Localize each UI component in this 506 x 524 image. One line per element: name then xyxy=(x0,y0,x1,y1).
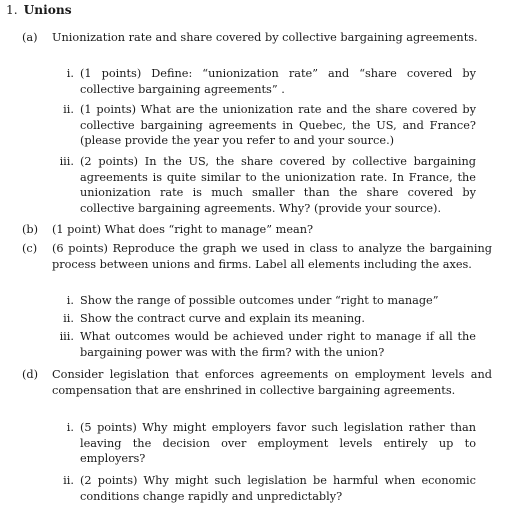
subquestion-label: ii. xyxy=(63,312,74,325)
subquestion-label: i. xyxy=(66,67,74,80)
part-label: (d) xyxy=(22,368,39,381)
part-text: (1 point) What does “right to manage” mean? xyxy=(52,223,314,236)
section-number: 1. xyxy=(6,3,18,17)
question-part-b xyxy=(22,222,492,238)
subquestion-a-ii xyxy=(46,102,476,149)
part-label: (a) xyxy=(22,31,38,44)
subquestion-label: i. xyxy=(66,421,74,434)
section-heading xyxy=(6,3,72,19)
subquestion-label: iii. xyxy=(59,155,74,168)
subquestion-label: ii. xyxy=(63,474,74,487)
subquestion-c-iii xyxy=(46,329,476,360)
question-part-c xyxy=(22,241,492,272)
part-label: (b) xyxy=(22,223,39,236)
subquestion-c-i xyxy=(46,293,476,309)
subquestion-label: i. xyxy=(66,294,74,307)
subquestion-text: (1 points) Define: “unionization rate” and “share covered by collective bargaining agreements” . xyxy=(80,67,476,96)
subquestion-label: iii. xyxy=(59,330,74,343)
subquestion-label: ii. xyxy=(63,103,74,116)
subquestion-text: (1 points) What are the unionization rate and the share covered by collective bargaining agreements in Quebec, the US, and France? (please provide the year you refer to and your source.) xyxy=(80,103,476,148)
part-text: Consider legislation that enforces agreements on employment levels and compensation that are enshrined in collective bargaining agreements. xyxy=(52,368,492,397)
subquestion-text: Show the range of possible outcomes under “right to manage” xyxy=(80,294,439,307)
subquestion-text: (2 points) In the US, the share covered by collective bargaining agreements is quite similar to the unionization rate. In France, the unionization rate is much smaller than the share covered by collective bargaining agreements. Why? (provide your source). xyxy=(80,155,476,215)
subquestion-a-i xyxy=(46,66,476,97)
question-part-a xyxy=(22,30,492,46)
part-label: (c) xyxy=(22,242,38,255)
subquestion-d-ii xyxy=(46,473,476,504)
subquestion-text: (2 points) Why might such legislation be harmful when economic conditions change rapidly and unpredictably? xyxy=(80,474,476,503)
section-title: Unions xyxy=(23,3,72,17)
part-text: Unionization rate and share covered by collective bargaining agreements. xyxy=(52,31,478,44)
subquestion-a-iii xyxy=(46,154,476,216)
subquestion-d-i xyxy=(46,420,476,467)
subquestion-c-ii xyxy=(46,311,476,327)
subquestion-text: (5 points) Why might employers favor such legislation rather than leaving the decision over employment levels entirely up to employers? xyxy=(80,421,476,466)
question-part-d xyxy=(22,367,492,398)
part-text: (6 points) Reproduce the graph we used in class to analyze the bargaining process between unions and firms. Label all elements including the axes. xyxy=(52,242,492,271)
subquestion-text: Show the contract curve and explain its meaning. xyxy=(80,312,365,325)
subquestion-text: What outcomes would be achieved under right to manage if all the bargaining power was with the firm? with the union? xyxy=(80,330,476,359)
